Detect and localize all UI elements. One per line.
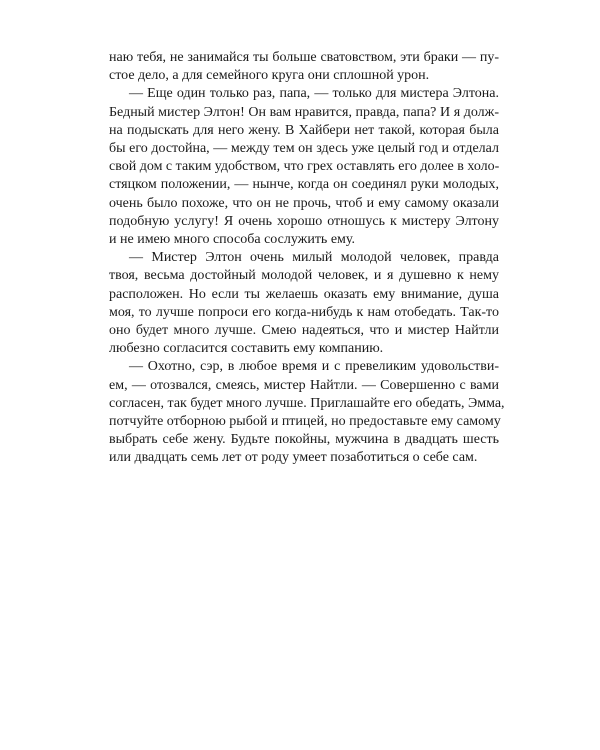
text-line: оно будет много лучше. Смею надеяться, что и мистер Найтли [109, 323, 499, 339]
text-line: потчуйте отборною рыбой и птицей, но предоставьте ему самому [109, 414, 501, 430]
text-line: согласен, так будет много лучше. Приглашайте его обедать, Эмма, [109, 395, 505, 411]
text-line: наю тебя, не занимайся ты больше сватовством, эти браки — пу- [109, 50, 499, 65]
text-line: Бедный мистер Элтон! Он вам нравится, правда, папа? И я долж- [109, 104, 499, 120]
text-line: любезно согласится составить ему компанию. [109, 341, 384, 357]
text-line: — Мистер Элтон очень милый молодой человек, правда [129, 250, 499, 266]
text-line: моя, то лучше попроси его когда-нибудь к нам отобедать. Так-то [109, 304, 499, 320]
text-line: подобную услугу! Я очень хорошо отношусь к мистеру Элтону [109, 213, 499, 229]
text-line: или двадцать семь лет от роду умеет позаботиться о себе сам. [109, 450, 478, 466]
text-line: бы его достойна, — между тем он здесь уже целый год и отделал [109, 141, 499, 157]
text-line: твоя, весьма достойный молодой человек, и я душевно к нему [109, 268, 499, 284]
text-line: стое дело, а для семейного круга они сплошной урон. [109, 68, 430, 84]
text-line: — Охотно, сэр, в любое время и с превеликим удовольстви- [129, 359, 499, 375]
text-line: очень было похоже, что он не прочь, чтоб и ему самому оказали [109, 195, 499, 211]
text-line: расположен. Но если ты желаешь оказать ему внимание, душа [109, 286, 499, 302]
text-line: ем, — отозвался, смеясь, мистер Найтли. — Совершенно с вами [109, 377, 499, 393]
body-text [109, 49, 505, 468]
text-line: стяцком положении, — нынче, когда он соединял руки молодых, [109, 177, 499, 193]
text-line: свой дом с таким удобством, что грех оставлять его долее в холо- [109, 159, 500, 175]
text-line: выбрать себе жену. Будьте покойны, мужчина в двадцать шесть [109, 432, 499, 448]
text-line: — Еще один только раз, папа, — только для мистера Элтона. [129, 86, 499, 102]
text-line: на подыскать для него жену. В Хайбери нет такой, которая была [109, 122, 499, 138]
text-line: и не имею много способа сослужить ему. [109, 232, 355, 248]
